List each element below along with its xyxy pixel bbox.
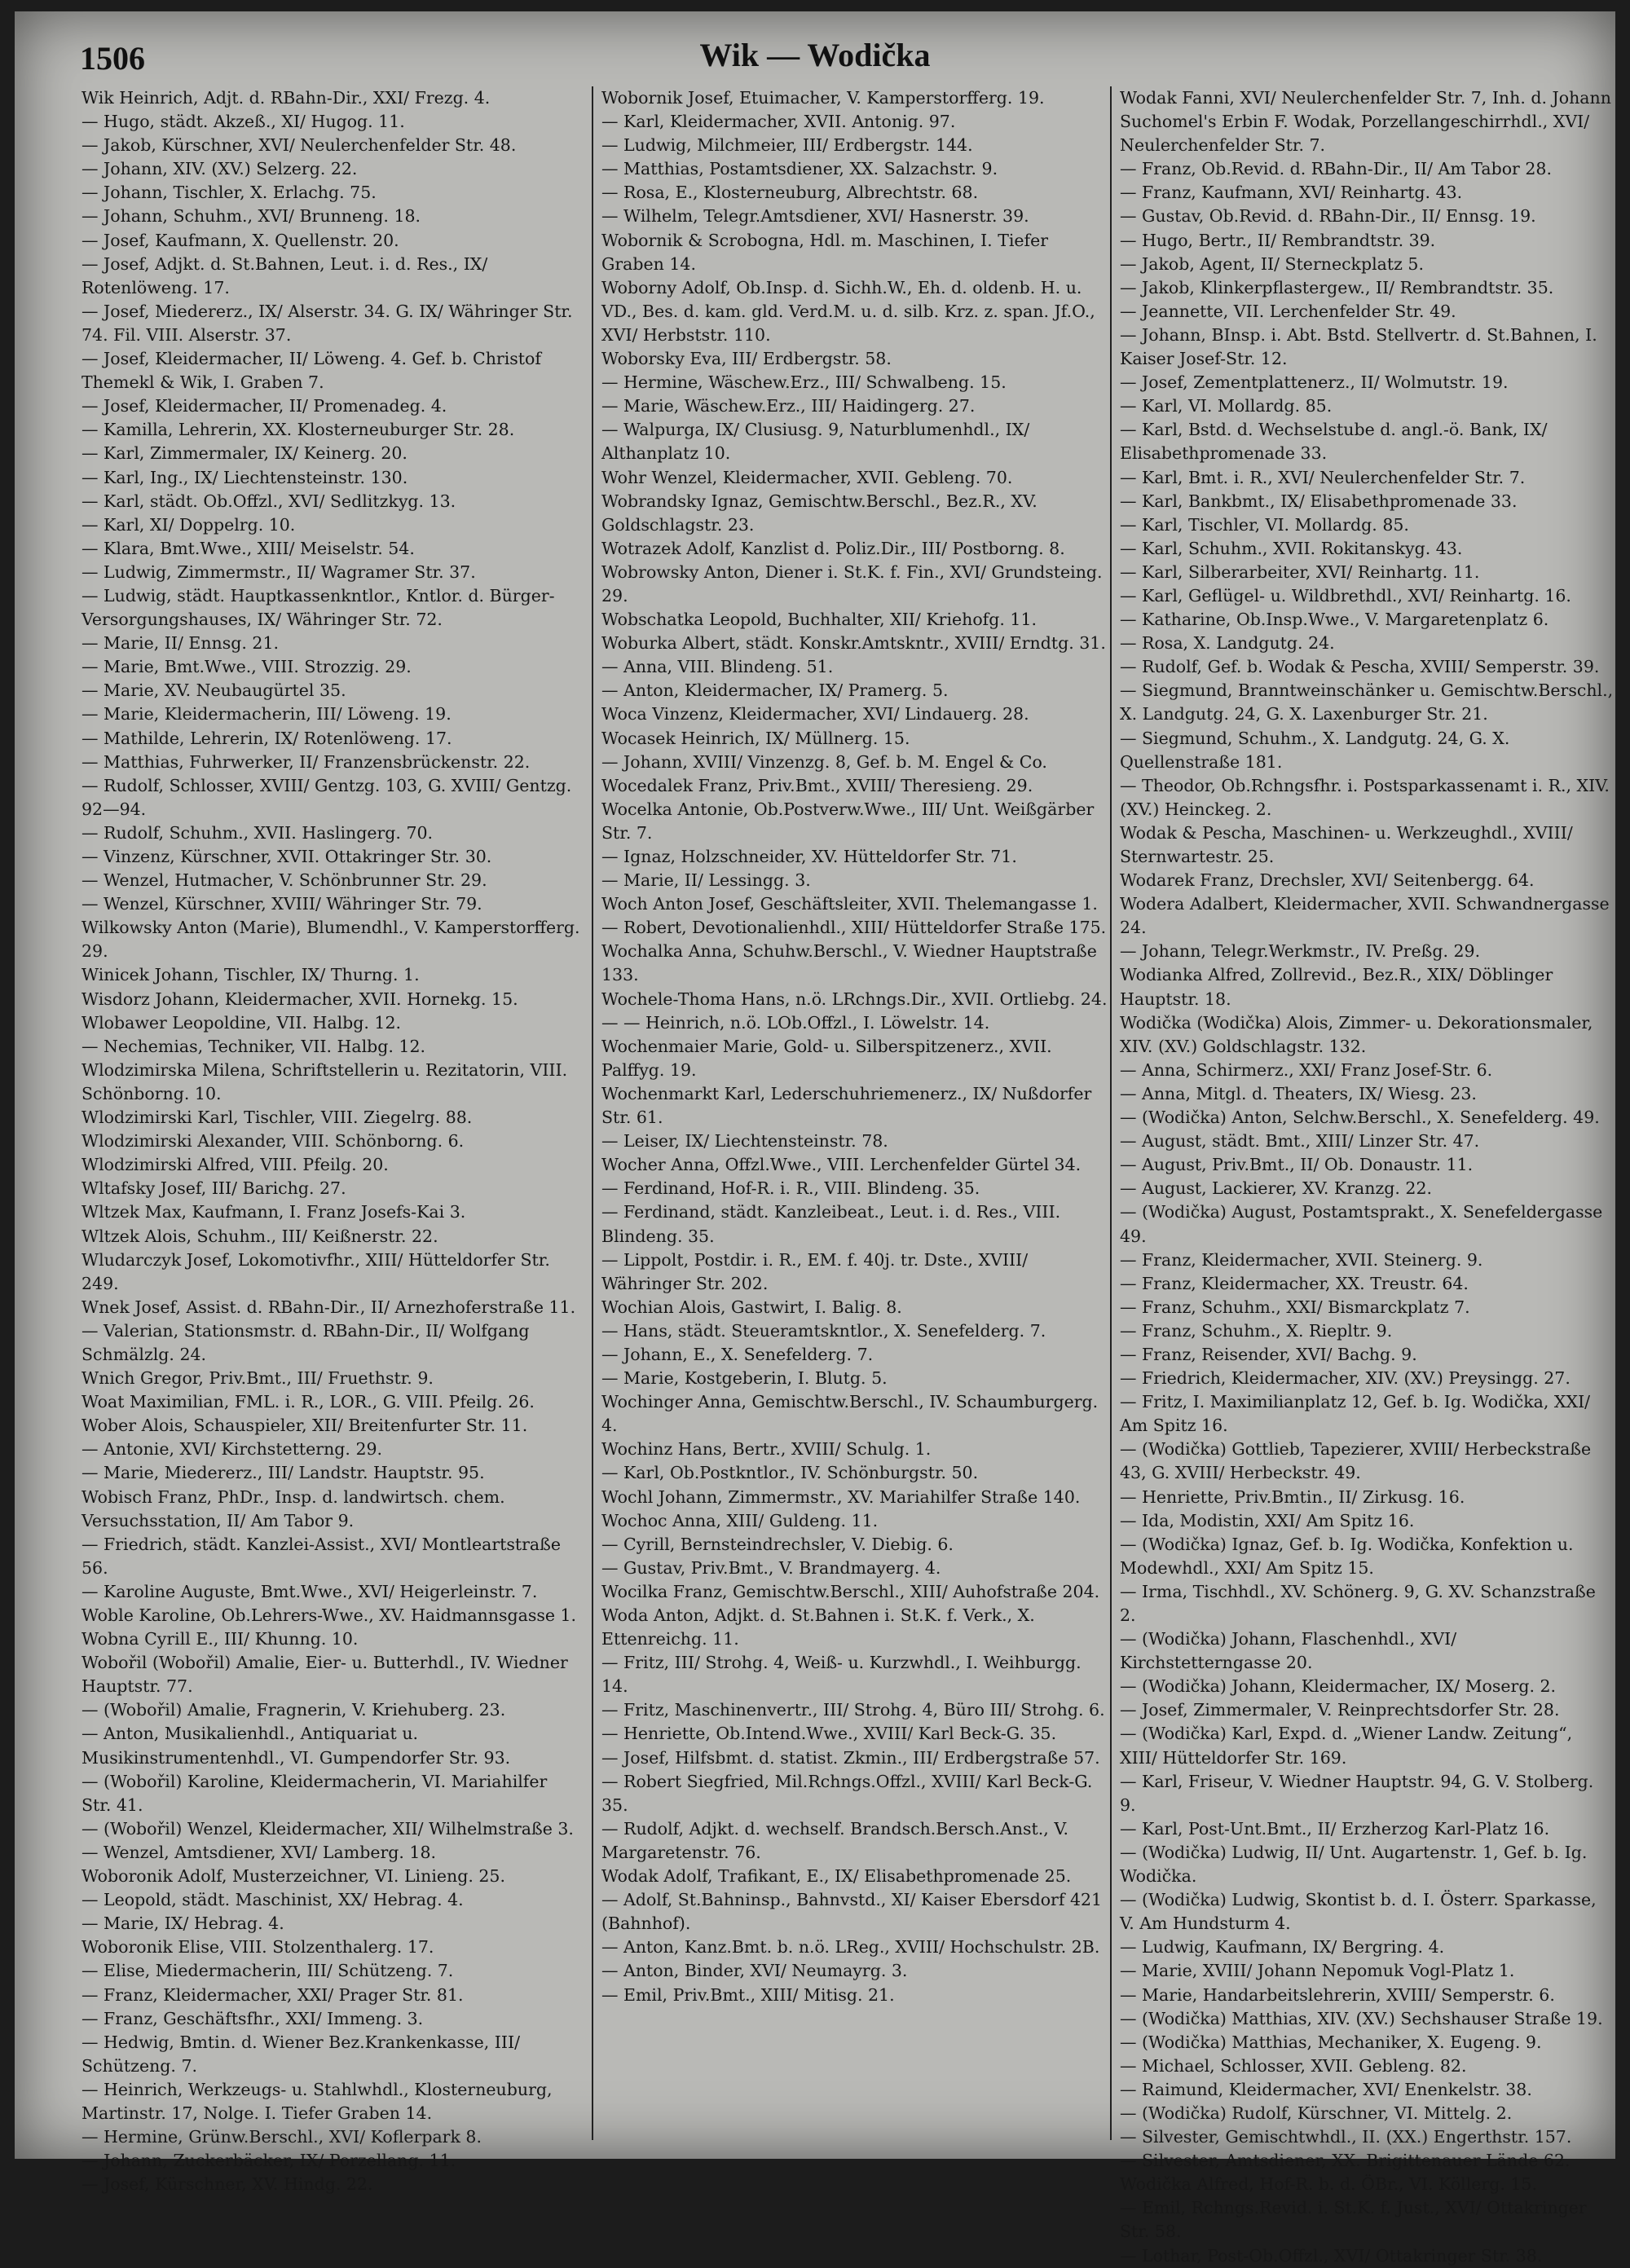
directory-entry: — Wenzel, Hutmacher, V. Schönbrunner Str. 29. xyxy=(82,870,487,891)
directory-entry: — Anton, Kleidermacher, IX/ Pramerg. 5. xyxy=(601,680,949,701)
directory-entry: — August, Lackierer, XV. Kranzg. 22. xyxy=(1120,1178,1433,1199)
directory-entry: — Leopold, städt. Maschinist, XX/ Hebrag. 4. xyxy=(82,1890,464,1910)
running-head: Wik — Wodička xyxy=(699,37,931,73)
directory-entry: Winicek Johann, Tischler, IX/ Thurng. 1. xyxy=(82,965,420,985)
directory-entry: Woborny Adolf, Ob.Insp. d. Sichh.W., Eh. d. oldenb. H. u. VD., Bes. d. kam. gld. Verd.M. u. d. silb. Krz. z. span. Jf.O., XVI/ Herbststr. 110. xyxy=(601,277,1095,345)
directory-entry: — Hugo, städt. Akzeß., XI/ Hugog. 11. xyxy=(82,112,405,132)
directory-entry: — Karl, Geflügel- u. Wildbrethdl., XVI/ Reinhartg. 16. xyxy=(1120,585,1571,606)
directory-entry: — Rudolf, Schuhm., XVII. Haslingerg. 70. xyxy=(82,822,434,843)
directory-entry: Wochenmaier Marie, Gold- u. Silberspitzenerz., XVII. Palffyg. 19. xyxy=(601,1036,1052,1080)
directory-entry: — Elise, Miedermacherin, III/ Schützeng. 7. xyxy=(82,1961,454,1981)
directory-entry: — Franz, Schuhm., X. Riepltr. 9. xyxy=(1120,1320,1393,1341)
directory-entry: — Johann, XIV. (XV.) Selzerg. 22. xyxy=(82,159,358,179)
directory-entry: — Karl, Bankbmt., IX/ Elisabethpromenade 33. xyxy=(1120,491,1518,511)
directory-entry: — Karl, Bmt. i. R., XVI/ Neulerchenfelder Str. 7. xyxy=(1120,467,1526,487)
directory-entry: — Vinzenz, Kürschner, XVII. Ottakringer Str. 30. xyxy=(82,847,492,866)
directory-entry: Wltafsky Josef, III/ Barichg. 27. xyxy=(82,1178,346,1199)
directory-entry: — Ida, Modistin, XXI/ Am Spitz 16. xyxy=(1120,1510,1415,1530)
directory-entry: — Karl, Friseur, V. Wiedner Hauptstr. 94, G. V. Stolberg. 9. xyxy=(1120,1771,1594,1815)
directory-entry: — Jakob, Agent, II/ Sterneckplatz 5. xyxy=(1120,253,1424,274)
directory-entry: — Fritz, I. Maximilianplatz 12, Gef. b. Ig. Wodička, XXI/ Am Spitz 16. xyxy=(1120,1392,1591,1436)
directory-entry: — Anna, Mitgl. d. Theaters, IX/ Wiesg. 23. xyxy=(1120,1083,1477,1103)
directory-entry: — Karl, Kleidermacher, XVII. Antonig. 97. xyxy=(601,112,956,132)
directory-entry: — Rudolf, Gef. b. Wodak & Pescha, XVIII/ Semperstr. 39. xyxy=(1120,657,1600,677)
directory-entry: Wochele-Thoma Hans, n.ö. LRchngs.Dir., XVII. Ortliebg. 24. xyxy=(601,989,1108,1009)
directory-entry: — Karl, VI. Mollardg. 85. xyxy=(1120,396,1333,416)
directory-entry: Wochian Alois, Gastwirt, I. Balig. 8. xyxy=(601,1297,902,1317)
directory-entry: — Emil, Priv.Bmt., XIII/ Mitisg. 21. xyxy=(601,1984,895,2005)
directory-entry: — Karl, Tischler, VI. Mollardg. 85. xyxy=(1120,514,1409,535)
directory-entry: — Marie, Kleidermacherin, III/ Löweng. 19. xyxy=(82,704,452,724)
directory-entry: — Karl, Schuhm., XVII. Rokitanskyg. 43. xyxy=(1120,538,1463,558)
directory-entry: Wocelka Antonie, Ob.Postverw.Wwe., III/ Unt. Weißgärber Str. 7. xyxy=(601,799,1095,843)
directory-entry: — Johann, Schuhm., XVI/ Brunneng. 18. xyxy=(82,206,421,227)
directory-entry: — Karl, Bstd. d. Wechselstube d. angl.-ö. Bank, IX/ Elisabethpromenade 33. xyxy=(1120,420,1548,464)
directory-entry: Wlobawer Leopoldine, VII. Halbg. 12. xyxy=(82,1012,402,1033)
directory-entry: — Silvester, Gemischtwhdl., II. (XX.) Engerthstr. 157. xyxy=(1120,2127,1572,2147)
directory-entry: — Gustav, Ob.Revid. d. RBahn-Dir., II/ Ennsg. 19. xyxy=(1120,206,1536,227)
directory-entry: — Karl, XI/ Doppelrg. 10. xyxy=(82,514,296,535)
directory-entry: Wocasek Heinrich, IX/ Müllnerg. 15. xyxy=(601,728,910,748)
directory-entry: — Josef, Adjkt. d. St.Bahnen, Leut. i. d. Res., IX/ Rotenlöweng. 17. xyxy=(82,253,488,297)
directory-entry: — Franz, Kaufmann, XVI/ Reinhartg. 43. xyxy=(1120,183,1463,203)
directory-entry: — Rudolf, Adjkt. d. wechself. Brandsch.Bersch.Anst., V. Margaretenstr. 76. xyxy=(601,1818,1069,1862)
directory-entry: — Cyrill, Bernsteindrechsler, V. Diebig. 6. xyxy=(601,1534,954,1554)
directory-entry: — Walpurga, IX/ Clusiusg. 9, Naturblumenhdl., IX/ Althanplatz 10. xyxy=(601,420,1030,464)
directory-entry: Wodička Alfred, Hof-R. b. d. ÖBr., VI. Köllerg. 15. xyxy=(1120,2174,1537,2195)
directory-entry: — Marie, XVIII/ Johann Nepomuk Vogl-Platz 1. xyxy=(1120,1961,1515,1981)
directory-entry: Wober Alois, Schauspieler, XII/ Breitenfurter Str. 11. xyxy=(82,1416,528,1436)
directory-entry: Wotrazek Adolf, Kanzlist d. Poliz.Dir., III/ Postborng. 8. xyxy=(601,538,1065,558)
directory-entry: — (Wobořil) Amalie, Fragnerin, V. Kriehuberg. 23. xyxy=(82,1700,506,1720)
directory-entry: — Karl, städt. Ob.Offzl., XVI/ Sedlitzkyg. 13. xyxy=(82,491,456,511)
directory-entry: Woboronik Elise, VIII. Stolzenthalerg. 17. xyxy=(82,1937,434,1958)
directory-entry: — Rosa, X. Landgutg. 24. xyxy=(1120,633,1335,654)
directory-entry: — Silvester, Amtsdiener, XX. Brigittenauer Lände 62. xyxy=(1120,2151,1571,2171)
directory-entry: — Franz, Ob.Revid. d. RBahn-Dir., II/ Am Tabor 28. xyxy=(1120,159,1552,179)
directory-entry: — Siegmund, Schuhm., X. Landgutg. 24, G. X. Quellenstraße 181. xyxy=(1120,728,1510,772)
directory-entry: — Johann, Zuckerbäcker, IX/ Porzellang. 11. xyxy=(82,2151,456,2171)
directory-entry: — Marie, Bmt.Wwe., VIII. Strozzig. 29. xyxy=(82,657,412,677)
directory-entry: Wochoc Anna, XIII/ Guldeng. 11. xyxy=(601,1510,879,1530)
columns xyxy=(15,86,1615,2266)
directory-entry: — Franz, Reisender, XVI/ Bachg. 9. xyxy=(1120,1344,1417,1364)
directory-entry: Woble Karoline, Ob.Lehrers-Wwe., XV. Haidmannsgasse 1. xyxy=(82,1605,577,1625)
directory-entry: — Fritz, Maschinenvertr., III/ Strohg. 4, Büro III/ Strohg. 6. xyxy=(601,1700,1105,1720)
directory-entry: — Marie, Handarbeitslehrerin, XVIII/ Semperstr. 6. xyxy=(1120,1984,1555,2005)
directory-entry: Woca Vinzenz, Kleidermacher, XVI/ Lindauerg. 28. xyxy=(601,704,1029,724)
directory-entry: — (Wodička) Karl, Expd. d. „Wiener Landw. Zeitung“, XIII/ Hütteldorfer Str. 169. xyxy=(1120,1724,1573,1768)
directory-entry: — Marie, Miedererz., III/ Landstr. Hauptstr. 95. xyxy=(82,1463,485,1483)
directory-entry: — Ludwig, städt. Hauptkassenkntlor., Kntlor. d. Bürger-Versorgungshauses, IX/ Währinger Str. 72. xyxy=(82,585,555,630)
directory-entry: — Josef, Kürschner, XV. Hindg. 22. xyxy=(82,2174,373,2195)
directory-entry: — Marie, II/ Lessingg. 3. xyxy=(601,870,811,891)
directory-entry: — Hedwig, Bmtin. d. Wiener Bez.Krankenkasse, III/ Schützeng. 7. xyxy=(82,2032,521,2076)
directory-entry: — Johann, Telegr.Werkmstr., IV. Preßg. 29. xyxy=(1120,941,1481,962)
directory-entry: Wodarek Franz, Drechsler, XVI/ Seitenbergg. 64. xyxy=(1120,870,1535,891)
directory-entry: Wocilka Franz, Gemischtw.Berschl., XIII/ Auhofstraße 204. xyxy=(601,1581,1100,1601)
directory-entry: Wobrandsky Ignaz, Gemischtw.Berschl., Bez.R., XV. Goldschlagstr. 23. xyxy=(601,491,1037,535)
directory-entry: — Leiser, IX/ Liechtensteinstr. 78. xyxy=(601,1131,888,1152)
directory-entry: — Josef, Zementplattenerz., II/ Wolmutstr. 19. xyxy=(1120,372,1509,393)
directory-entry: — Fritz, III/ Strohg. 4, Weiß- u. Kurzwhdl., I. Weihburgg. 14. xyxy=(601,1653,1082,1697)
column-3 xyxy=(1110,86,1614,2266)
directory-entry: — Josef, Kleidermacher, II/ Löweng. 4. Gef. b. Christof Themekl & Wik, I. Graben 7. xyxy=(82,349,541,393)
directory-entry: — Ignaz, Holzschneider, XV. Hütteldorfer Str. 71. xyxy=(601,847,1017,866)
directory-entry: — Jakob, Kürschner, XVI/ Neulerchenfelder Str. 48. xyxy=(82,135,517,156)
directory-entry: — Henriette, Ob.Intend.Wwe., XVIII/ Karl Beck-G. 35. xyxy=(601,1724,1057,1744)
directory-entry: — Siegmund, Branntweinschänker u. Gemischtw.Berschl., X. Landgutg. 24, G. X. Laxenburger Str. 21. xyxy=(1120,680,1614,724)
directory-entry: — Lothar, Post-Ob.Offzl., XVI/ Ottakringer Str. 38. xyxy=(1120,2245,1543,2266)
directory-entry: — Robert Siegfried, Mil.Rchngs.Offzl., XVIII/ Karl Beck-G. 35. xyxy=(601,1771,1093,1815)
directory-entry: — Marie, II/ Ennsg. 21. xyxy=(82,633,280,654)
directory-entry: — Rosa, E., Klosterneuburg, Albrechtstr. 68. xyxy=(601,183,979,203)
directory-entry: Wohr Wenzel, Kleidermacher, XVII. Gebleng. 70. xyxy=(601,467,1013,487)
directory-entry: Wltzek Alois, Schuhm., III/ Keißnerstr. 22. xyxy=(82,1226,438,1246)
directory-entry: — Ludwig, Zimmermstr., II/ Wagramer Str. 37. xyxy=(82,561,476,582)
directory-entry: — Robert, Devotionalienhdl., XIII/ Hütteldorfer Straße 175. xyxy=(601,918,1107,938)
directory-entry: — (Wodička) August, Postamtsprakt., X. Senefeldergasse 49. xyxy=(1120,1202,1603,1246)
directory-entry: Wobornik Josef, Etuimacher, V. Kamperstorfferg. 19. xyxy=(601,88,1045,108)
directory-entry: Wodianka Alfred, Zollrevid., Bez.R., XIX/ Döblinger Hauptstr. 18. xyxy=(1120,965,1553,1009)
directory-entry: Wodak Fanni, XVI/ Neulerchenfelder Str. 7, Inh. d. Johann Suchomel's Erbin F. Wodak, Porzellangeschirrhdl., XVI/ Neulerchenfelder Str. 7. xyxy=(1120,88,1611,156)
directory-entry: — (Wodička) Ludwig, II/ Unt. Augartenstr. 1, Gef. b. Ig. Wodička. xyxy=(1120,1842,1588,1887)
directory-entry: Wobisch Franz, PhDr., Insp. d. landwirtsch. chem. Versuchsstation, II/ Am Tabor 9. xyxy=(82,1486,505,1530)
directory-entry: Woch Anton Josef, Geschäftsleiter, XVII. Thelemangasse 1. xyxy=(601,894,1098,914)
directory-entry: — Valerian, Stationsmstr. d. RBahn-Dir., II/ Wolfgang Schmälzlg. 24. xyxy=(82,1320,530,1364)
directory-entry: Woborsky Eva, III/ Erdbergstr. 58. xyxy=(601,349,892,369)
directory-entry: — (Wodička) Rudolf, Kürschner, VI. Mittelg. 2. xyxy=(1120,2103,1513,2123)
directory-entry: — Lippolt, Postdir. i. R., EM. f. 40j. tr. Dste., XVIII/ Währinger Str. 202. xyxy=(601,1249,1029,1293)
directory-entry: — August, Priv.Bmt., II/ Ob. Donaustr. 11. xyxy=(1120,1155,1474,1175)
directory-entry: — (Wodička) Matthias, XIV. (XV.) Sechshauser Straße 19. xyxy=(1120,2008,1603,2028)
directory-entry: Wlodzimirski Karl, Tischler, VIII. Ziegelrg. 88. xyxy=(82,1108,473,1128)
directory-entry: — Matthias, Postamtsdiener, XX. Salzachstr. 9. xyxy=(601,159,998,179)
directory-entry: — Karl, Zimmermaler, IX/ Keinerg. 20. xyxy=(82,443,408,464)
directory-entry: — Franz, Kleidermacher, XVII. Steinerg. 9. xyxy=(1120,1249,1483,1270)
directory-page xyxy=(15,11,1615,2266)
directory-entry: Wodička (Wodička) Alois, Zimmer- u. Dekorationsmaler, XIV. (XV.) Goldschlagstr. 132. xyxy=(1120,1012,1593,1056)
directory-entry: — Karl, Ing., IX/ Liechtensteinstr. 130. xyxy=(82,467,408,487)
directory-entry: Wobna Cyrill E., III/ Khunng. 10. xyxy=(82,1629,359,1649)
directory-entry: — Mathilde, Lehrerin, IX/ Rotenlöweng. 17. xyxy=(82,728,452,748)
directory-entry: — Karl, Post-Unt.Bmt., II/ Erzherzog Karl-Platz 16. xyxy=(1120,1818,1550,1839)
directory-entry: — Adolf, St.Bahninsp., Bahnvstd., XI/ Kaiser Ebersdorf 421 (Bahnhof). xyxy=(601,1890,1103,1934)
directory-entry: — Klara, Bmt.Wwe., XIII/ Meiselstr. 54. xyxy=(82,538,415,558)
directory-entry: — Marie, Kostgeberin, I. Blutg. 5. xyxy=(601,1368,888,1389)
directory-entry: — Anna, VIII. Blindeng. 51. xyxy=(601,657,834,677)
directory-entry: — Henriette, Priv.Bmtin., II/ Zirkusg. 16. xyxy=(1120,1486,1465,1507)
directory-entry: — Josef, Kleidermacher, II/ Promenadeg. 4. xyxy=(82,396,447,416)
directory-entry: Wochinz Hans, Bertr., XVIII/ Schulg. 1. xyxy=(601,1439,932,1460)
directory-entry: Wlodzimirski Alfred, VIII. Pfeilg. 20. xyxy=(82,1155,389,1175)
directory-entry: — Hans, städt. Steueramtskntlor., X. Senefelderg. 7. xyxy=(601,1320,1046,1341)
directory-entry: — Anton, Kanz.Bmt. b. n.ö. LReg., XVIII/ Hochschulstr. 2B. xyxy=(601,1937,1100,1958)
directory-entry: Wobrowsky Anton, Diener i. St.K. f. Fin., XVI/ Grundsteing. 29. xyxy=(601,561,1103,606)
directory-entry: Wnich Gregor, Priv.Bmt., III/ Fruethstr. 9. xyxy=(82,1368,434,1389)
directory-entry: Wodak & Pescha, Maschinen- u. Werkzeughdl., XVIII/ Sternwartestr. 25. xyxy=(1120,822,1573,866)
directory-entry: Wludarczyk Josef, Lokomotivfhr., XIII/ Hütteldorfer Str. 249. xyxy=(82,1249,550,1293)
directory-entry: — Wilhelm, Telegr.Amtsdiener, XVI/ Hasnerstr. 39. xyxy=(601,206,1029,227)
directory-entry: Woda Anton, Adjkt. d. St.Bahnen i. St.K. f. Verk., X. Ettenreichg. 11. xyxy=(601,1605,1035,1649)
directory-entry: — (Wodička) Ludwig, Skontist b. d. I. Österr. Sparkasse, V. Am Hundsturm 4. xyxy=(1120,1890,1597,1934)
directory-entry: — Raimund, Kleidermacher, XVI/ Enenkelstr. 38. xyxy=(1120,2079,1532,2099)
directory-entry: Wobořil (Wobořil) Amalie, Eier- u. Butterhdl., IV. Wiedner Hauptstr. 77. xyxy=(82,1653,568,1697)
directory-entry: Wodak Adolf, Trafikant, E., IX/ Elisabethpromenade 25. xyxy=(601,1866,1072,1887)
directory-entry: Wobornik & Scrobogna, Hdl. m. Maschinen, I. Tiefer Graben 14. xyxy=(601,230,1049,274)
directory-entry: Wnek Josef, Assist. d. RBahn-Dir., II/ Arnezhoferstraße 11. xyxy=(82,1297,576,1317)
directory-entry: — Antonie, XVI/ Kirchstetterng. 29. xyxy=(82,1439,383,1460)
directory-entry: — Nechemias, Techniker, VII. Halbg. 12. xyxy=(82,1036,426,1056)
directory-entry: — — Heinrich, n.ö. LOb.Offzl., I. Löwelstr. 14. xyxy=(601,1012,990,1033)
directory-entry: — (Wodička) Gottlieb, Tapezierer, XVIII/ Herbeckstraße 43, G. XVIII/ Herbeckstr. 49. xyxy=(1120,1439,1592,1483)
directory-entry: — Franz, Kleidermacher, XX. Treustr. 64. xyxy=(1120,1273,1469,1293)
directory-entry: — Kamilla, Lehrerin, XX. Klosterneuburger Str. 28. xyxy=(82,420,515,440)
column-1 xyxy=(82,86,580,2195)
directory-entry: Wocher Anna, Offzl.Wwe., VIII. Lerchenfelder Gürtel 34. xyxy=(601,1155,1082,1175)
directory-entry: Wobschatka Leopold, Buchhalter, XII/ Kriehofg. 11. xyxy=(601,610,1037,630)
directory-entry: Wilkowsky Anton (Marie), Blumendhl., V. Kamperstorfferg. 29. xyxy=(82,918,580,962)
directory-entry: — Franz, Kleidermacher, XXI/ Prager Str. 81. xyxy=(82,1984,464,2005)
directory-entry: — Jeannette, VII. Lerchenfelder Str. 49. xyxy=(1120,301,1456,321)
directory-entry: — Irma, Tischhdl., XV. Schönerg. 9, G. XV. Schanzstraße 2. xyxy=(1120,1581,1596,1625)
directory-entry: — Michael, Schlosser, XVII. Gebleng. 82. xyxy=(1120,2055,1467,2076)
directory-entry: — (Wodička) Matthias, Mechaniker, X. Eugeng. 9. xyxy=(1120,2032,1542,2052)
directory-entry: Woboronik Adolf, Musterzeichner, VI. Linieng. 25. xyxy=(82,1866,505,1887)
directory-entry: Wochinger Anna, Gemischtw.Berschl., IV. Schaumburgerg. 4. xyxy=(601,1392,1099,1436)
directory-entry: — Karl, Ob.Postkntlor., IV. Schönburgstr. 50. xyxy=(601,1463,979,1483)
directory-entry: — Matthias, Fuhrwerker, II/ Franzensbrückenstr. 22. xyxy=(82,751,531,772)
directory-entry: — (Wodička) Johann, Kleidermacher, IX/ Moserg. 2. xyxy=(1120,1676,1557,1697)
directory-entry: — Marie, Wäschew.Erz., III/ Haidingerg. 27. xyxy=(601,396,976,416)
directory-entry: Wisdorz Johann, Kleidermacher, XVII. Hornekg. 15. xyxy=(82,989,518,1009)
directory-entry: — Friedrich, städt. Kanzlei-Assist., XVI/ Montleartstraße 56. xyxy=(82,1534,561,1578)
directory-entry: — Emil, Rchngs.Revid. i. St.K. f. Just., XVI/ Ottakringer Str. 58. xyxy=(1120,2198,1587,2242)
directory-entry: — Hermine, Grünw.Berschl., XVI/ Koflerpark 8. xyxy=(82,2127,482,2147)
directory-entry: — (Wobořil) Wenzel, Kleidermacher, XII/ Wilhelmstraße 3. xyxy=(82,1818,574,1839)
directory-entry: — Johann, E., X. Senefelderg. 7. xyxy=(601,1344,874,1364)
column-2 xyxy=(592,86,1108,2140)
directory-entry: — Johann, BInsp. i. Abt. Bstd. Stellvertr. d. St.Bahnen, I. Kaiser Josef-Str. 12. xyxy=(1120,324,1597,369)
directory-entry: — Heinrich, Werkzeugs- u. Stahlwhdl., Klosterneuburg, Martinstr. 17, Nolge. I. Tiefer Graben 14. xyxy=(82,2079,553,2123)
directory-entry: — Rudolf, Schlosser, XVIII/ Gentzg. 103, G. XVIII/ Gentzg. 92—94. xyxy=(82,775,572,819)
directory-entry: Wochenmarkt Karl, Lederschuhriemenerz., IX/ Nußdorfer Str. 61. xyxy=(601,1083,1092,1128)
directory-entry: — (Wodička) Johann, Flaschenhdl., XVI/ Kirchstetterngasse 20. xyxy=(1120,1629,1457,1673)
directory-entry: — August, städt. Bmt., XIII/ Linzer Str. 47. xyxy=(1120,1131,1480,1152)
directory-entry: — Josef, Miedererz., IX/ Alserstr. 34. G. IX/ Währinger Str. 74. Fil. VIII. Alserstr. 37. xyxy=(82,301,573,345)
directory-entry: — Hugo, Bertr., II/ Rembrandtstr. 39. xyxy=(1120,230,1436,250)
directory-entry: Woburka Albert, städt. Konskr.Amtskntr., XVIII/ Erndtg. 31. xyxy=(601,633,1106,654)
directory-entry: — Josef, Kaufmann, X. Quellenstr. 20. xyxy=(82,230,399,250)
directory-entry: — Johann, XVIII/ Vinzenzg. 8, Gef. b. M. Engel & Co. xyxy=(601,751,1047,772)
directory-entry: — Ferdinand, städt. Kanzleibeat., Leut. i. d. Res., VIII. Blindeng. 35. xyxy=(601,1202,1061,1246)
directory-entry: Wlodzimirska Milena, Schriftstellerin u. Rezitatorin, VIII. Schönborng. 10. xyxy=(82,1059,568,1103)
directory-entry: — (Wobořil) Karoline, Kleidermacherin, VI. Mariahilfer Str. 41. xyxy=(82,1771,548,1815)
directory-entry: — (Wodička) Ignaz, Gef. b. Ig. Wodička, Konfektion u. Modewhdl., XXI/ Am Spitz 15. xyxy=(1120,1534,1574,1578)
page-header xyxy=(15,11,1615,77)
directory-entry: — Ludwig, Milchmeier, III/ Erdbergstr. 144. xyxy=(601,135,973,156)
directory-entry: — Franz, Geschäftsfhr., XXI/ Immeng. 3. xyxy=(82,2008,424,2028)
directory-entry: — Anton, Binder, XVI/ Neumayrg. 3. xyxy=(601,1961,908,1981)
directory-entry: — Wenzel, Kürschner, XVIII/ Währinger Str. 79. xyxy=(82,894,482,914)
directory-entry: — Katharine, Ob.Insp.Wwe., V. Margaretenplatz 6. xyxy=(1120,610,1549,630)
directory-entry: — Karl, Silberarbeiter, XVI/ Reinhartg. 11. xyxy=(1120,561,1480,582)
directory-entry: — Theodor, Ob.Rchngsfhr. i. Postsparkassenamt i. R., XIV. (XV.) Heinckeg. 2. xyxy=(1120,775,1610,819)
directory-entry: Wodera Adalbert, Kleidermacher, XVII. Schwandnergasse 24. xyxy=(1120,894,1610,938)
directory-entry: — Wenzel, Amtsdiener, XVI/ Lamberg. 18. xyxy=(82,1842,437,1862)
directory-entry: Wocedalek Franz, Priv.Bmt., XVIII/ Theresieng. 29. xyxy=(601,775,1033,795)
directory-entry: — Johann, Tischler, X. Erlachg. 75. xyxy=(82,183,377,203)
directory-entry: — Ferdinand, Hof-R. i. R., VIII. Blindeng. 35. xyxy=(601,1178,980,1199)
directory-entry: — Ludwig, Kaufmann, IX/ Bergring. 4. xyxy=(1120,1937,1445,1958)
directory-entry: — Franz, Schuhm., XXI/ Bismarckplatz 7. xyxy=(1120,1297,1470,1317)
directory-entry: Woat Maximilian, FML. i. R., LOR., G. VIII. Pfeilg. 26. xyxy=(82,1392,535,1412)
directory-entry: Wochl Johann, Zimmermstr., XV. Mariahilfer Straße 140. xyxy=(601,1486,1081,1507)
directory-entry: — (Wodička) Anton, Selchw.Berschl., X. Senefelderg. 49. xyxy=(1120,1108,1600,1128)
directory-entry: — Hermine, Wäschew.Erz., III/ Schwalbeng. 15. xyxy=(601,372,1007,393)
page-number: 1506 xyxy=(80,40,145,77)
directory-entry: — Marie, XV. Neubaugürtel 35. xyxy=(82,680,346,701)
directory-entry: Wltzek Max, Kaufmann, I. Franz Josefs-Kai 3. xyxy=(82,1202,466,1222)
directory-entry: — Gustav, Priv.Bmt., V. Brandmayerg. 4. xyxy=(601,1557,941,1578)
directory-entry: — Friedrich, Kleidermacher, XIV. (XV.) Preysingg. 27. xyxy=(1120,1368,1571,1389)
directory-entry: Wlodzimirski Alexander, VIII. Schönborng. 6. xyxy=(82,1131,465,1152)
directory-entry: — Josef, Hilfsbmt. d. statist. Zkmin., III/ Erdbergstraße 57. xyxy=(601,1747,1100,1768)
directory-entry: Wik Heinrich, Adjt. d. RBahn-Dir., XXI/ Frezg. 4. xyxy=(82,88,491,108)
directory-entry: — Marie, IX/ Hebrag. 4. xyxy=(82,1913,284,1934)
directory-entry: — Anton, Musikalienhdl., Antiquariat u. Musikinstrumentenhdl., VI. Gumpendorfer Str. 93. xyxy=(82,1724,511,1768)
directory-entry: — Jakob, Klinkerpflastergew., II/ Rembrandtstr. 35. xyxy=(1120,277,1554,297)
directory-entry: — Josef, Zimmermaler, V. Reinprechtsdorfer Str. 28. xyxy=(1120,1700,1560,1720)
directory-entry: — Karoline Auguste, Bmt.Wwe., XVI/ Heigerleinstr. 7. xyxy=(82,1581,538,1601)
directory-entry: — Anna, Schirmerz., XXI/ Franz Josef-Str. 6. xyxy=(1120,1059,1493,1080)
directory-entry: Wochalka Anna, Schuhw.Berschl., V. Wiedner Hauptstraße 133. xyxy=(601,941,1097,985)
